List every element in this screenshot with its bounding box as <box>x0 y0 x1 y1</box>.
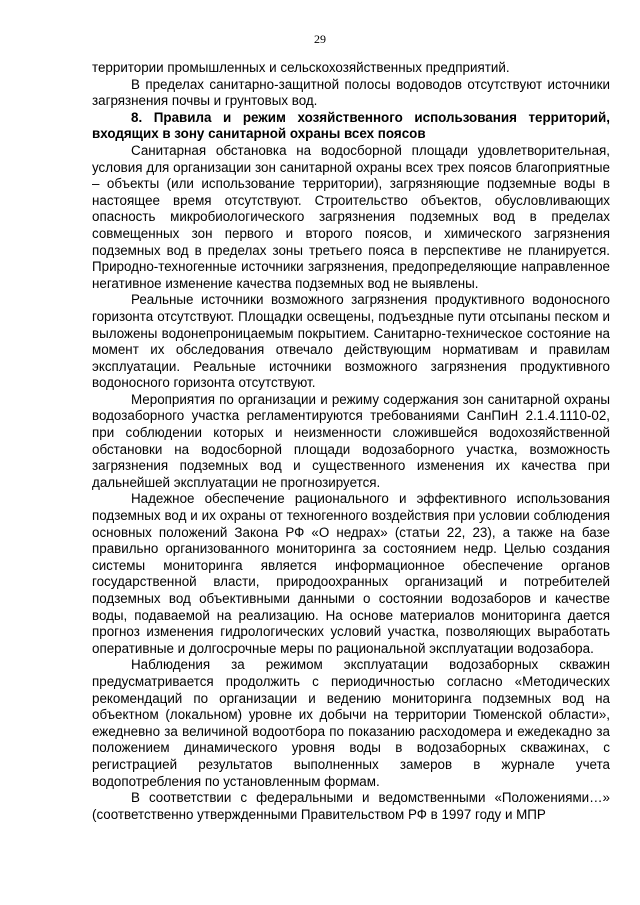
page-number: 29 <box>314 32 326 46</box>
document-body <box>92 60 610 823</box>
paragraph-pollution-sources: Реальные источники возможного загрязнения продуктивного водоносного горизонта отсутствуют. Площадки освещены, подъездные пути отсыпаны песком и выложены водонепроницаемым покрытием. Санитарно-техническое состояние на момент их обследования отвечало действующим нормативам и правилам эксплуатации. Реальные источники возможного загрязнения продуктивного водоносного горизонта отсутствуют. <box>92 292 610 391</box>
section-heading: 8. Правила и режим хозяйственного использования территорий, входящих в зону санитарной охраны всех поясов <box>92 109 610 142</box>
paragraph-protection-strip: В пределах санитарно-защитной полосы водоводов отсутствуют источники загрязнения почвы и грунтовых вод. <box>92 76 610 109</box>
paragraph-sanitary-situation: Санитарная обстановка на водосборной площади удовлетворительная, условия для организации зон санитарной охраны всех трех поясов благоприятные – объекты (или использование территории), загрязняющие подземные воды в настоящее время отсутствуют. Строительство объектов, обусловливающих опасность микробиологического загрязнения подземных вод в пределах совмещенных зон первого и второго поясов, и химического загрязнения подземных вод в пределах зоны третьего пояса в перспективе не планируется. Природно-техногенные источники загрязнения, предопределяющие направленное негативное изменение качества подземных вод не выявлены. <box>92 142 610 291</box>
paragraph-monitoring: Надежное обеспечение рационального и эффективного использования подземных вод и их охраны от техногенного воздействия при условии соблюдения основных положений Закона РФ «О недрах» (статьи 22, 23), а также на базе правильно организованного мониторинга за состоянием недр. Целью создания системы мониторинга является информационное обеспечение органов государственной власти, природоохранных организаций и потребителей подземных вод объективными данными о состоянии водозаборов и качестве воды, подаваемой на реализацию. На основе материалов мониторинга дается прогноз изменения гидрологических условий участка, позволяющих выработать оперативные и долгосрочные меры по рациональной эксплуатации водозабора. <box>92 491 610 656</box>
paragraph-observations: Наблюдения за режимом эксплуатации водозаборных скважин предусматривается продолжить с периодичностью согласно «Методических рекомендаций по организации и ведению мониторинга подземных вод на объектном (локальном) уровне их добычи на территории Тюменской области», ежедневно за величиной водоотбора по показанию расходомера и ежедекадно за положением динамического уровня воды в водозаборных скважинах, с регистрацией результатов выполненных замеров в журнале учета водопотребления по установленным формам. <box>92 657 610 789</box>
paragraph-continuation: территории промышленных и сельскохозяйственных предприятий. <box>92 60 510 75</box>
paragraph-federal-provisions: В соответствии с федеральными и ведомственными «Положениями…» (соответственно утвержденными Правительством РФ в 1997 году и МПР <box>92 790 610 822</box>
paragraph-regulations: Мероприятия по организации и режиму содержания зон санитарной охраны водозаборного участка регламентируются требованиями СанПиН 2.1.4.1110-02, при соблюдении которых и неизменности сложившейся водохозяйственной обстановки на водосборной площади водозаборного участка, возможность загрязнения подземных вод и существенного изменения их качества при дальнейшей эксплуатации не прогнозируется. <box>92 391 610 490</box>
